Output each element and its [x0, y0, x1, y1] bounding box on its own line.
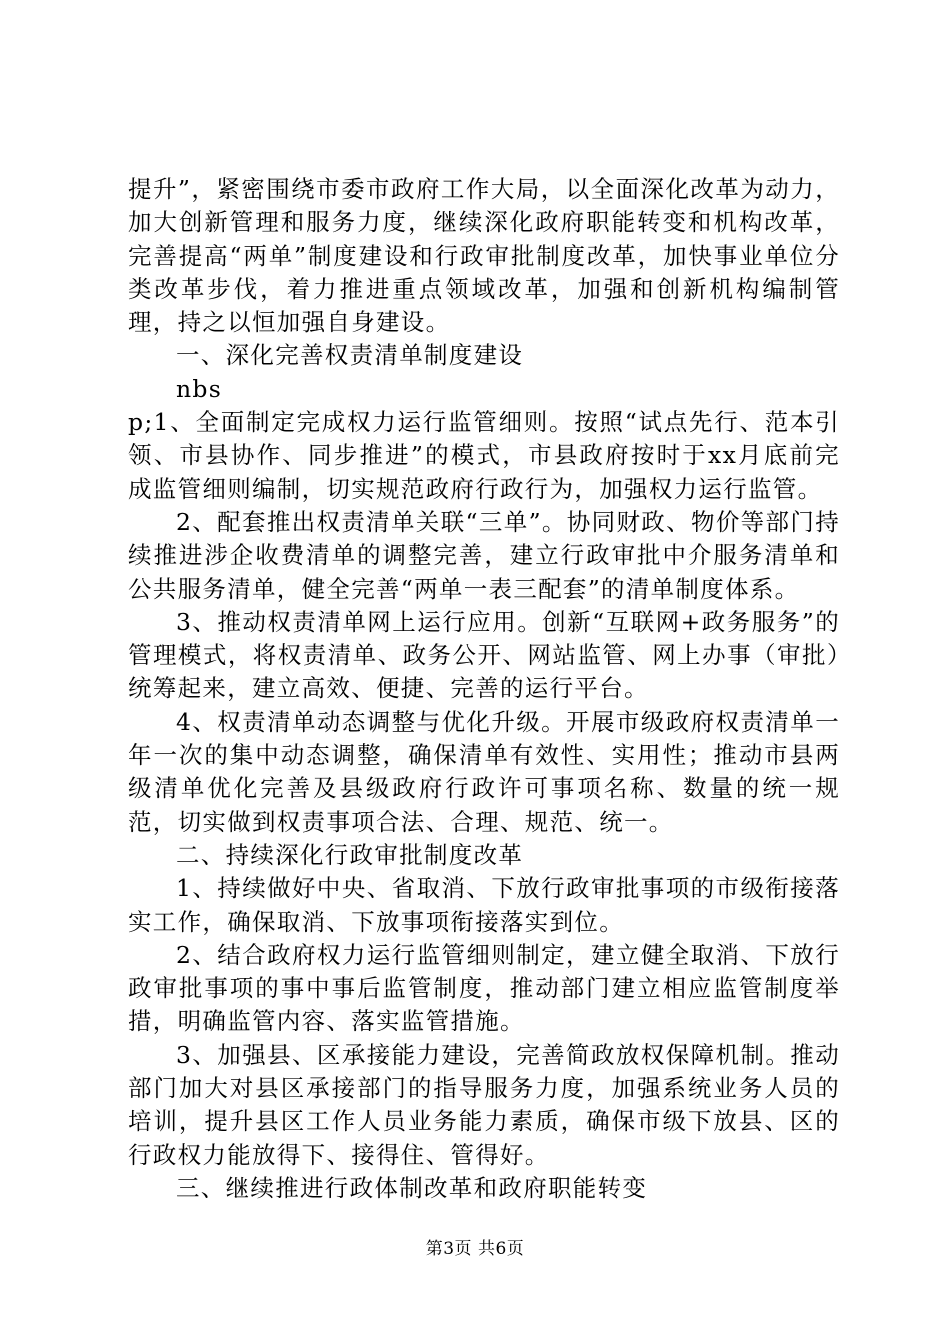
- paragraph-item-1-3: 3、推动权责清单网上运行应用。创新“互联网+政务服务”的管理模式，将权责清单、政务公开、网站监管、网上办事（审批）统筹起来，建立高效、便捷、完善的运行平台。: [128, 607, 840, 703]
- paragraph-intro: 提升”，紧密围绕市委市政府工作大局，以全面深化改革为动力，加大创新管理和服务力度，继续深化政府职能转变和机构改革，完善提高“两单”制度建设和行政审批制度改革，加快事业单位分类改革步伐，着力推进重点领域改革，加强和创新机构编制管理，持之以恒加强自身建设。: [128, 175, 840, 337]
- section-heading-2: 二、持续深化行政审批制度改革: [176, 840, 524, 869]
- page-number-footer: 第3页 共6页: [425, 1239, 525, 1259]
- document-body: [128, 173, 840, 1205]
- paragraph-item-1-1: p;1、全面制定完成权力运行监管细则。按照“试点先行、范本引领、市县协作、同步推进”的模式，市县政府按时于xx月底前完成监管细则编制，切实规范政府行政行为，加强权力运行监管。: [128, 408, 840, 503]
- section-heading-1: 一、深化完善权责清单制度建设: [176, 341, 524, 370]
- paragraph-item-2-2: 2、结合政府权力运行监管细则制定，建立健全取消、下放行政审批事项的事中事后监管制度，推动部门建立相应监管制度举措，明确监管内容、落实监管措施。: [128, 940, 840, 1036]
- paragraph-item-2-3: 3、加强县、区承接能力建设，完善简政放权保障机制。推动部门加大对县区承接部门的指导服务力度，加强系统业务人员的培训，提升县区工作人员业务能力素质，确保市级下放县、区的行政权力能放得下、接得住、管得好。: [128, 1040, 840, 1169]
- section-heading-3: 三、继续推进行政体制改革和政府职能转变: [176, 1173, 648, 1202]
- paragraph-fragment: nbs: [176, 374, 223, 403]
- paragraph-item-2-1: 1、持续做好中央、省取消、下放行政审批事项的市级衔接落实工作，确保取消、下放事项衔接落实到位。: [128, 874, 840, 936]
- paragraph-item-1-4: 4、权责清单动态调整与优化升级。开展市级政府权责清单一年一次的集中动态调整，确保清单有效性、实用性；推动市县两级清单优化完善及县级政府行政许可事项名称、数量的统一规范，切实做到权责事项合法、合理、规范、统一。: [128, 707, 840, 836]
- paragraph-item-1-2: 2、配套推出权责清单关联“三单”。协同财政、物价等部门持续推进涉企收费清单的调整完善，建立行政审批中介服务清单和公共服务清单，健全完善“两单一表三配套”的清单制度体系。: [128, 507, 840, 603]
